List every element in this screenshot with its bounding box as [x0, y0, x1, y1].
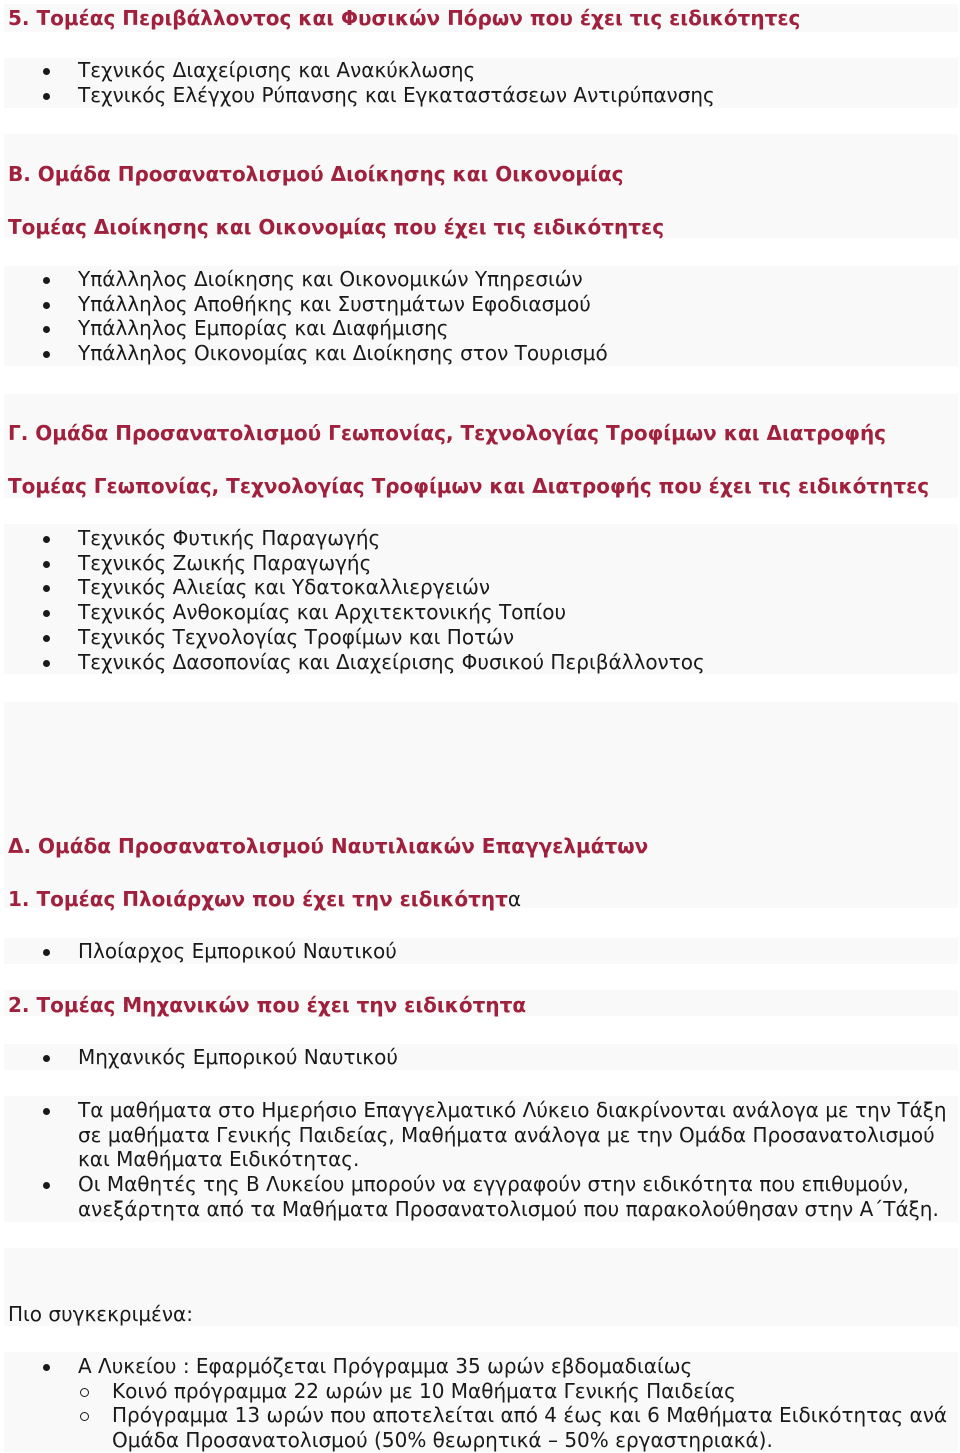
list-item: Τεχνικός Ανθοκομίας και Αρχιτεκτονικής Τοπίου	[40, 600, 956, 625]
group-d-heading: Δ. Ομάδα Προσανατολισμού Ναυτιλιακών Επαγγελμάτων	[8, 834, 649, 858]
list-item: Πλοίαρχος Εμπορικού Ναυτικού	[40, 939, 956, 964]
list-item: Τεχνικός Ζωικής Παραγωγής	[40, 551, 956, 576]
group-d-sector-2-list	[40, 1045, 956, 1070]
group-b-heading: Β. Ομάδα Προσανατολισμού Διοίκησης και Οικονομίας	[8, 162, 624, 186]
sub-list-item: Πρόγραμμα 13 ωρών που αποτελείται από 4 έως και 6 Μαθήματα Ειδικότητας ανά Ομάδα Προσανατολισμού (50% θεωρητικά – 50% εργαστηριακά).	[40, 1403, 956, 1452]
group-c-heading: Γ. Ομάδα Προσανατολισμού Γεωπονίας, Τεχνολογίας Τροφίμων και Διατροφής	[8, 421, 887, 445]
group-d-sector-1-heading	[8, 885, 956, 913]
list-item: Τεχνικός Τεχνολογίας Τροφίμων και Ποτών	[40, 625, 956, 650]
list-item: Τεχνικός Φυτικής Παραγωγής	[40, 526, 956, 551]
section-5-heading: 5. Τομέας Περιβάλλοντος και Φυσικών Πόρων που έχει τις ειδικότητες	[8, 6, 801, 30]
sub-list	[78, 1379, 956, 1453]
group-d-sector-2-heading: 2. Τομέας Μηχανικών που έχει την ειδικότητα	[8, 993, 527, 1017]
list-item: Τεχνικός Αλιείας και Υδατοκαλλιεργειών	[40, 575, 956, 600]
list-item: Τεχνικός Δασοπονίας και Διαχείρισης Φυσικού Περιβάλλοντος	[40, 650, 956, 675]
list-item	[40, 1354, 956, 1453]
list-item: Οι Μαθητές της Β Λυκείου μπορούν να εγγραφούν στην ειδικότητα που επιθυμούν, ανεξάρτητα από τα Μαθήματα Προσανατολισμού που παρακολούθησαν στην Α΄Τάξη.	[40, 1172, 956, 1221]
group-d-sector-1-list	[40, 939, 956, 964]
specifically-list	[40, 1354, 956, 1453]
section-5-list	[40, 58, 956, 107]
list-item: Τα μαθήματα στο Ημερήσιο Επαγγελματικό Λύκειο διακρίνονται ανάλογα με την Τάξη σε μαθήματα Γενικής Παιδείας, Μαθήματα ανάλογα με την Ομάδα Προσανατολισμού και Μαθήματα Ειδικότητας.	[40, 1098, 956, 1172]
sector-1-title-tail: α	[507, 887, 522, 911]
specifically-label: Πιο συγκεκριμένα:	[8, 1302, 193, 1326]
list-item: Υπάλληλος Οικονομίας και Διοίκησης στον Τουρισμό	[40, 341, 956, 366]
list-item: Υπάλληλος Αποθήκης και Συστημάτων Εφοδιασμού	[40, 292, 956, 317]
group-b-list	[40, 267, 956, 366]
background-band	[4, 702, 958, 908]
list-item: Τεχνικός Διαχείρισης και Ανακύκλωσης	[40, 58, 956, 83]
list-item-text: Α Λυκείου : Εφαρμόζεται Πρόγραμμα 35 ωρών εβδομαδιαίως	[78, 1354, 693, 1378]
list-item: Υπάλληλος Διοίκησης και Οικονομικών Υπηρεσιών	[40, 267, 956, 292]
notes-list	[40, 1098, 956, 1222]
group-c-sector-heading: Τομέας Γεωπονίας, Τεχνολογίας Τροφίμων και Διατροφής που έχει τις ειδικότητες	[8, 474, 930, 498]
list-item: Τεχνικός Ελέγχου Ρύπανσης και Εγκαταστάσεων Αντιρύπανσης	[40, 83, 956, 108]
list-item: Υπάλληλος Εμπορίας και Διαφήμισης	[40, 316, 956, 341]
group-c-list	[40, 526, 956, 674]
list-item: Μηχανικός Εμπορικού Ναυτικού	[40, 1045, 956, 1070]
group-b-sector-heading: Τομέας Διοίκησης και Οικονομίας που έχει τις ειδικότητες	[8, 215, 665, 239]
sub-list-item: Κοινό πρόγραμμα 22 ωρών με 10 Μαθήματα Γενικής Παιδείας	[40, 1379, 956, 1404]
sector-1-title: 1. Τομέας Πλοιάρχων που έχει την ειδικότητ	[8, 887, 508, 911]
